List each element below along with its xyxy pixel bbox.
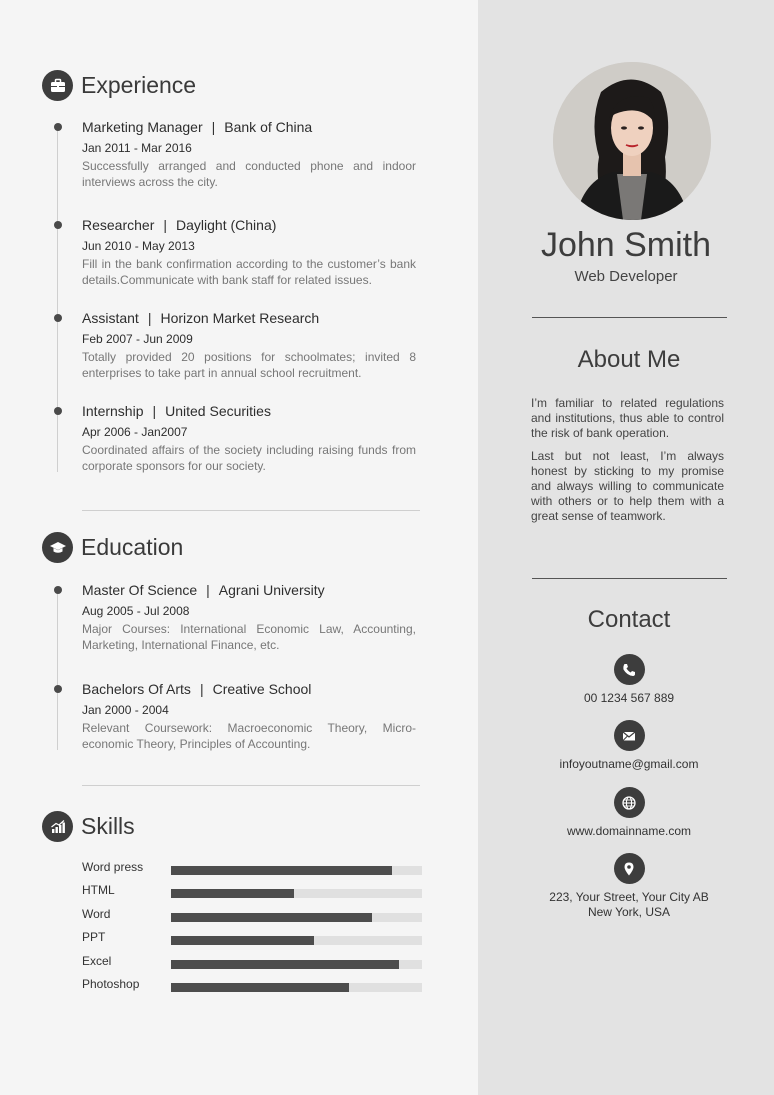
skill-name: Word — [82, 906, 111, 921]
skill-bar-fill — [171, 936, 314, 945]
entry-date: Aug 2005 - Jul 2008 — [82, 604, 190, 618]
skill-name: Photoshop — [82, 976, 140, 991]
address-text — [478, 890, 774, 920]
timeline-dot — [54, 586, 62, 594]
skill-row — [82, 860, 422, 883]
about-paragraph: Last but not least, I’m always honest by sticking to my promise and always willing to communicate with others or to help them with a great sense of teamwork. — [531, 449, 724, 523]
entry-company: Daylight (China) — [176, 217, 277, 233]
experience-entry — [82, 310, 416, 381]
phone-icon — [614, 654, 645, 685]
phone-number: 00 1234 567 889 — [583, 691, 675, 705]
briefcase-icon — [42, 70, 73, 101]
address-line: 223, Your Street, Your City AB — [549, 890, 709, 904]
entry-company: United Securities — [165, 403, 271, 419]
entry-date: Apr 2006 - Jan2007 — [82, 425, 188, 439]
entry-degree: Bachelors Of Arts — [82, 681, 191, 697]
timeline-dot — [54, 314, 62, 322]
experience-heading — [42, 70, 196, 101]
address-line: New York, USA — [587, 905, 671, 919]
entry-date: Feb 2007 - Jun 2009 — [82, 332, 193, 346]
skill-bar-fill — [171, 889, 294, 898]
skill-bar-track — [171, 889, 422, 898]
contact-address — [478, 853, 774, 920]
experience-timeline — [57, 128, 58, 472]
timeline-dot — [54, 685, 62, 693]
entry-role: Researcher — [82, 217, 155, 233]
contact-phone — [478, 654, 774, 706]
skills-list — [82, 860, 422, 1000]
entry-description: Major Courses: International Economic Law, Accounting, Marketing, International Finance, etc. — [82, 622, 416, 652]
graduation-cap-icon — [42, 532, 73, 563]
skill-name: Excel — [82, 953, 112, 968]
entry-description: Successfully arranged and conducted phone and indoor interviews across the city. — [82, 159, 416, 189]
bar-chart-icon — [42, 811, 73, 842]
contact-website — [478, 787, 774, 839]
education-timeline — [57, 590, 58, 750]
experience-entry — [82, 217, 416, 288]
skills-title: Skills — [81, 813, 135, 839]
contact-email — [478, 720, 774, 772]
experience-entry — [82, 403, 416, 474]
entry-role: Internship — [82, 403, 144, 419]
skill-bar-track — [171, 960, 422, 969]
section-divider — [82, 785, 420, 786]
skill-bar-track — [171, 866, 422, 875]
skill-row — [82, 930, 422, 953]
entry-school: Creative School — [212, 681, 312, 697]
about-title: About Me — [577, 346, 681, 373]
entry-description: Totally provided 20 positions for schoolmates; invited 8 enterprises to take part in annual school recruitment. — [82, 350, 416, 380]
skill-bar-fill — [171, 866, 392, 875]
envelope-icon — [614, 720, 645, 751]
entry-heading: Researcher | Daylight (China) — [82, 217, 277, 233]
education-title: Education — [81, 534, 184, 560]
about-text — [531, 396, 724, 532]
entry-degree: Master Of Science — [82, 582, 198, 598]
entry-school: Agrani University — [218, 582, 325, 598]
skill-row — [82, 883, 422, 906]
map-pin-icon — [614, 853, 645, 884]
skill-bar-fill — [171, 983, 349, 992]
education-entry — [82, 582, 416, 653]
profile-photo — [553, 62, 711, 220]
skills-heading — [42, 811, 135, 842]
skill-name: HTML — [82, 883, 115, 898]
entry-role: Marketing Manager — [82, 119, 203, 135]
skill-row — [82, 907, 422, 930]
skill-row — [82, 954, 422, 977]
sidebar-divider — [532, 578, 727, 579]
timeline-dot — [54, 123, 62, 131]
entry-description: Coordinated affairs of the society including raising funds from corporate sponsors for our society. — [82, 443, 416, 473]
profile-role: Web Developer — [574, 268, 678, 285]
sidebar-divider — [532, 317, 727, 318]
skill-bar-track — [171, 936, 422, 945]
skill-name: Word press — [82, 860, 144, 874]
entry-heading: Marketing Manager | Bank of China — [82, 119, 313, 135]
timeline-dot — [54, 221, 62, 229]
timeline-dot — [54, 407, 62, 415]
skill-name: PPT — [82, 930, 106, 945]
entry-date: Jan 2011 - Mar 2016 — [82, 141, 192, 155]
section-divider — [82, 510, 420, 511]
entry-heading: Master Of Science | Agrani University — [82, 582, 325, 598]
entry-heading: Internship | United Securities — [82, 403, 271, 419]
skill-row — [82, 977, 422, 1000]
education-entry — [82, 681, 416, 752]
globe-icon — [614, 787, 645, 818]
entry-heading: Bachelors Of Arts | Creative School — [82, 681, 312, 697]
experience-entry — [82, 119, 416, 190]
entry-company: Bank of China — [224, 119, 313, 135]
entry-date: Jan 2000 - 2004 — [82, 703, 169, 717]
entry-description: Relevant Coursework: Macroeconomic Theory, Micro-economic Theory, Principles of Accounting. — [82, 721, 416, 751]
skill-bar-fill — [171, 960, 399, 969]
skill-bar-track — [171, 983, 422, 992]
entry-description: Fill in the bank confirmation according to the customer’s bank details.Communicate with bank staff for related issues. — [82, 257, 416, 287]
email-address[interactable]: infoyoutname@gmail.com — [559, 757, 699, 771]
entry-date: Jun 2010 - May 2013 — [82, 239, 195, 253]
entry-role: Assistant — [82, 310, 139, 326]
skill-bar-track — [171, 913, 422, 922]
entry-company: Horizon Market Research — [160, 310, 320, 326]
skill-bar-fill — [171, 913, 372, 922]
contact-title: Contact — [587, 606, 671, 633]
experience-title: Experience — [81, 72, 197, 98]
profile-name: John Smith — [540, 226, 712, 264]
website-url[interactable]: www.domainname.com — [566, 824, 692, 838]
entry-heading: Assistant | Horizon Market Research — [82, 310, 320, 326]
about-paragraph: I’m familiar to related regulations and institutions, thus able to control the risk of bank operation. — [531, 396, 724, 440]
education-heading — [42, 532, 183, 563]
